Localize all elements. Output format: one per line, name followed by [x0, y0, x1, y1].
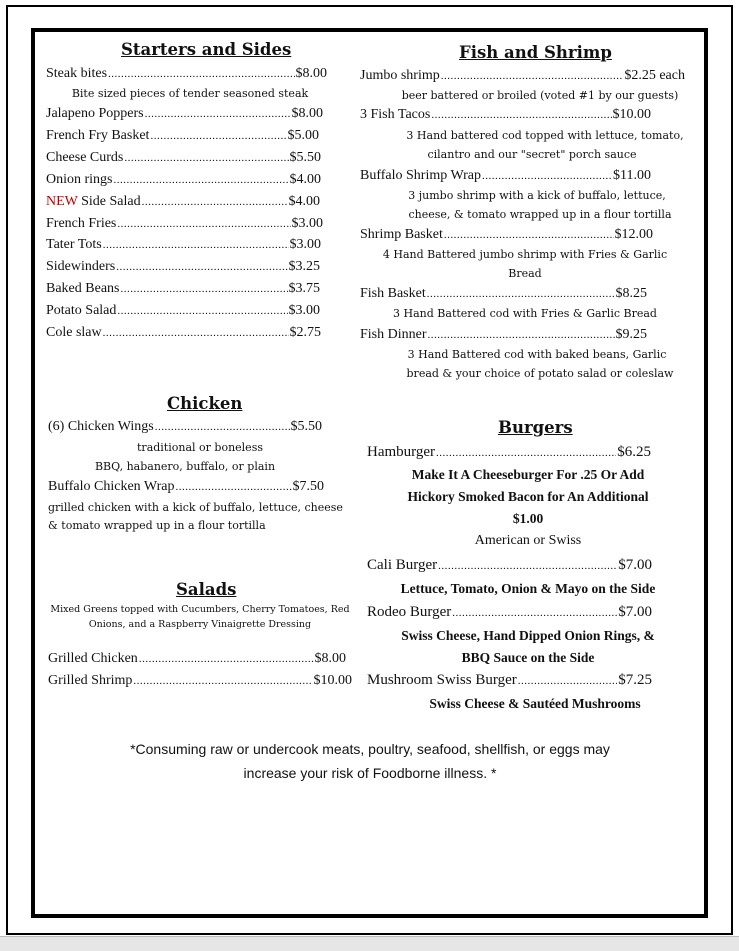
- menu-item-onion-rings: Onion rings ..... $4.00: [46, 172, 321, 188]
- burgers-heading: Burgers: [498, 418, 573, 437]
- chicken-wrap-description-1: grilled chicken with a kick of buffalo, lettuce, cheese: [48, 501, 343, 514]
- menu-item-french-fry-basket: French Fry Basket ..... $5.00: [46, 128, 319, 144]
- bottom-strip: [0, 936, 739, 951]
- shrimp-basket-description-1: 4 Hand Battered jumbo shrimp with Fries & Garlic: [382, 248, 668, 261]
- fish-heading: Fish and Shrimp: [459, 43, 612, 62]
- rodeo-burger-note-1: Swiss Cheese, Hand Dipped Onion Rings, &: [401, 628, 655, 643]
- fish-tacos-description-1: 3 Hand battered cod topped with lettuce, tomato,: [406, 129, 684, 142]
- menu-item-sidewinders: Sidewinders ..... $3.25: [46, 259, 320, 275]
- menu-item-fish-basket: Fish Basket ..... $8.25: [360, 286, 647, 302]
- menu-item-chicken-wings: (6) Chicken Wings ..... $5.50: [48, 419, 322, 435]
- menu-item-potato-salad: Potato Salad ..... $3.00: [46, 303, 320, 319]
- menu-item-baked-beans: Baked Beans ..... $3.75: [46, 281, 320, 297]
- fish-basket-description: 3 Hand Battered cod with Fries & Garlic Bread: [393, 307, 657, 320]
- cali-burger-note: Lettuce, Tomato, Onion & Mayo on the Side: [400, 581, 656, 596]
- menu-item-hamburger: Hamburger ..... $6.25: [367, 444, 651, 461]
- fish-dinner-description-2: bread & your choice of potato salad or coleslaw: [406, 367, 674, 380]
- fish-dinner-description-1: 3 Hand Battered cod with baked beans, Garlic: [407, 348, 667, 361]
- new-badge: NEW: [46, 194, 78, 209]
- wings-description-2: BBQ, habanero, buffalo, or plain: [94, 460, 276, 473]
- menu-item-jalapeno-poppers: Jalapeno Poppers ..... $8.00: [46, 106, 323, 122]
- shrimp-wrap-description-2: cheese, & tomato wrapped up in a flour tortilla: [408, 208, 672, 221]
- food-safety-disclaimer: [60, 737, 680, 785]
- menu-item-cali-burger: Cali Burger ..... $7.00: [367, 557, 652, 574]
- salads-description-1: Mixed Greens topped with Cucumbers, Cherry Tomatoes, Red: [50, 604, 350, 615]
- disclaimer-line-1: *Consuming raw or undercook meats, poultry, seafood, shellfish, or eggs may: [130, 741, 610, 757]
- cheese-options: American or Swiss: [474, 533, 582, 548]
- chicken-wrap-description-2: & tomato wrapped up in a flour tortilla: [48, 519, 266, 532]
- menu-item-rodeo-burger: Rodeo Burger ..... $7.00: [367, 604, 652, 621]
- menu-item-buffalo-chicken-wrap: Buffalo Chicken Wrap ..... $7.50: [48, 479, 324, 495]
- hamburger-note-3: $1.00: [512, 511, 544, 526]
- menu-item-fish-dinner: Fish Dinner ..... $9.25: [360, 327, 647, 343]
- wings-description-1: traditional or boneless: [137, 441, 263, 454]
- rodeo-burger-note-2: BBQ Sauce on the Side: [461, 650, 595, 665]
- menu-item-cole-slaw: Cole slaw ..... $2.75: [46, 325, 321, 341]
- shrimp-wrap-description-1: 3 jumbo shrimp with a kick of buffalo, lettuce,: [408, 189, 666, 202]
- menu-item-fish-tacos: 3 Fish Tacos ..... $10.00: [360, 107, 651, 123]
- disclaimer-line-2: increase your risk of Foodborne illness. *: [243, 765, 497, 781]
- menu-item-cheese-curds: Cheese Curds ..... $5.50: [46, 150, 321, 166]
- fish-tacos-description-2: cilantro and our "secret" porch sauce: [427, 148, 637, 161]
- menu-item-french-fries: French Fries ..... $3.00: [46, 216, 323, 232]
- chicken-heading: Chicken: [167, 394, 243, 413]
- menu-item-mushroom-swiss-burger: Mushroom Swiss Burger ..... $7.25: [367, 672, 652, 689]
- menu-item-side-salad: NEW Side Salad ..... $4.00: [46, 194, 320, 210]
- steak-bites-description: Bite sized pieces of tender seasoned steak: [71, 87, 309, 100]
- menu-item-grilled-shrimp: Grilled Shrimp ..... $10.00: [48, 673, 352, 689]
- menu-item-grilled-chicken: Grilled Chicken ..... $8.00: [48, 651, 346, 667]
- mushroom-burger-note: Swiss Cheese & Sautéed Mushrooms: [429, 696, 641, 711]
- jumbo-shrimp-description: beer battered or broiled (voted #1 by our guests): [401, 89, 679, 102]
- hamburger-note-2: Hickory Smoked Bacon for An Additional: [407, 489, 649, 504]
- hamburger-note-1: Make It A Cheeseburger For .25 Or Add: [411, 467, 645, 482]
- menu-item-steak-bites: Steak bites ..... $8.00: [46, 66, 327, 82]
- menu-item-jumbo-shrimp: Jumbo shrimp ..... $2.25 each: [360, 68, 685, 84]
- salads-heading: Salads: [176, 580, 237, 599]
- starters-heading: Starters and Sides: [121, 40, 292, 59]
- menu-item-shrimp-basket: Shrimp Basket ..... $12.00: [360, 227, 653, 243]
- menu-item-tater-tots: Tater Tots ..... $3.00: [46, 237, 321, 253]
- salads-description-2: Onions, and a Raspberry Vinaigrette Dressing: [88, 619, 312, 630]
- menu-item-buffalo-shrimp-wrap: Buffalo Shrimp Wrap ..... $11.00: [360, 168, 651, 184]
- shrimp-basket-description-2: Bread: [508, 267, 542, 280]
